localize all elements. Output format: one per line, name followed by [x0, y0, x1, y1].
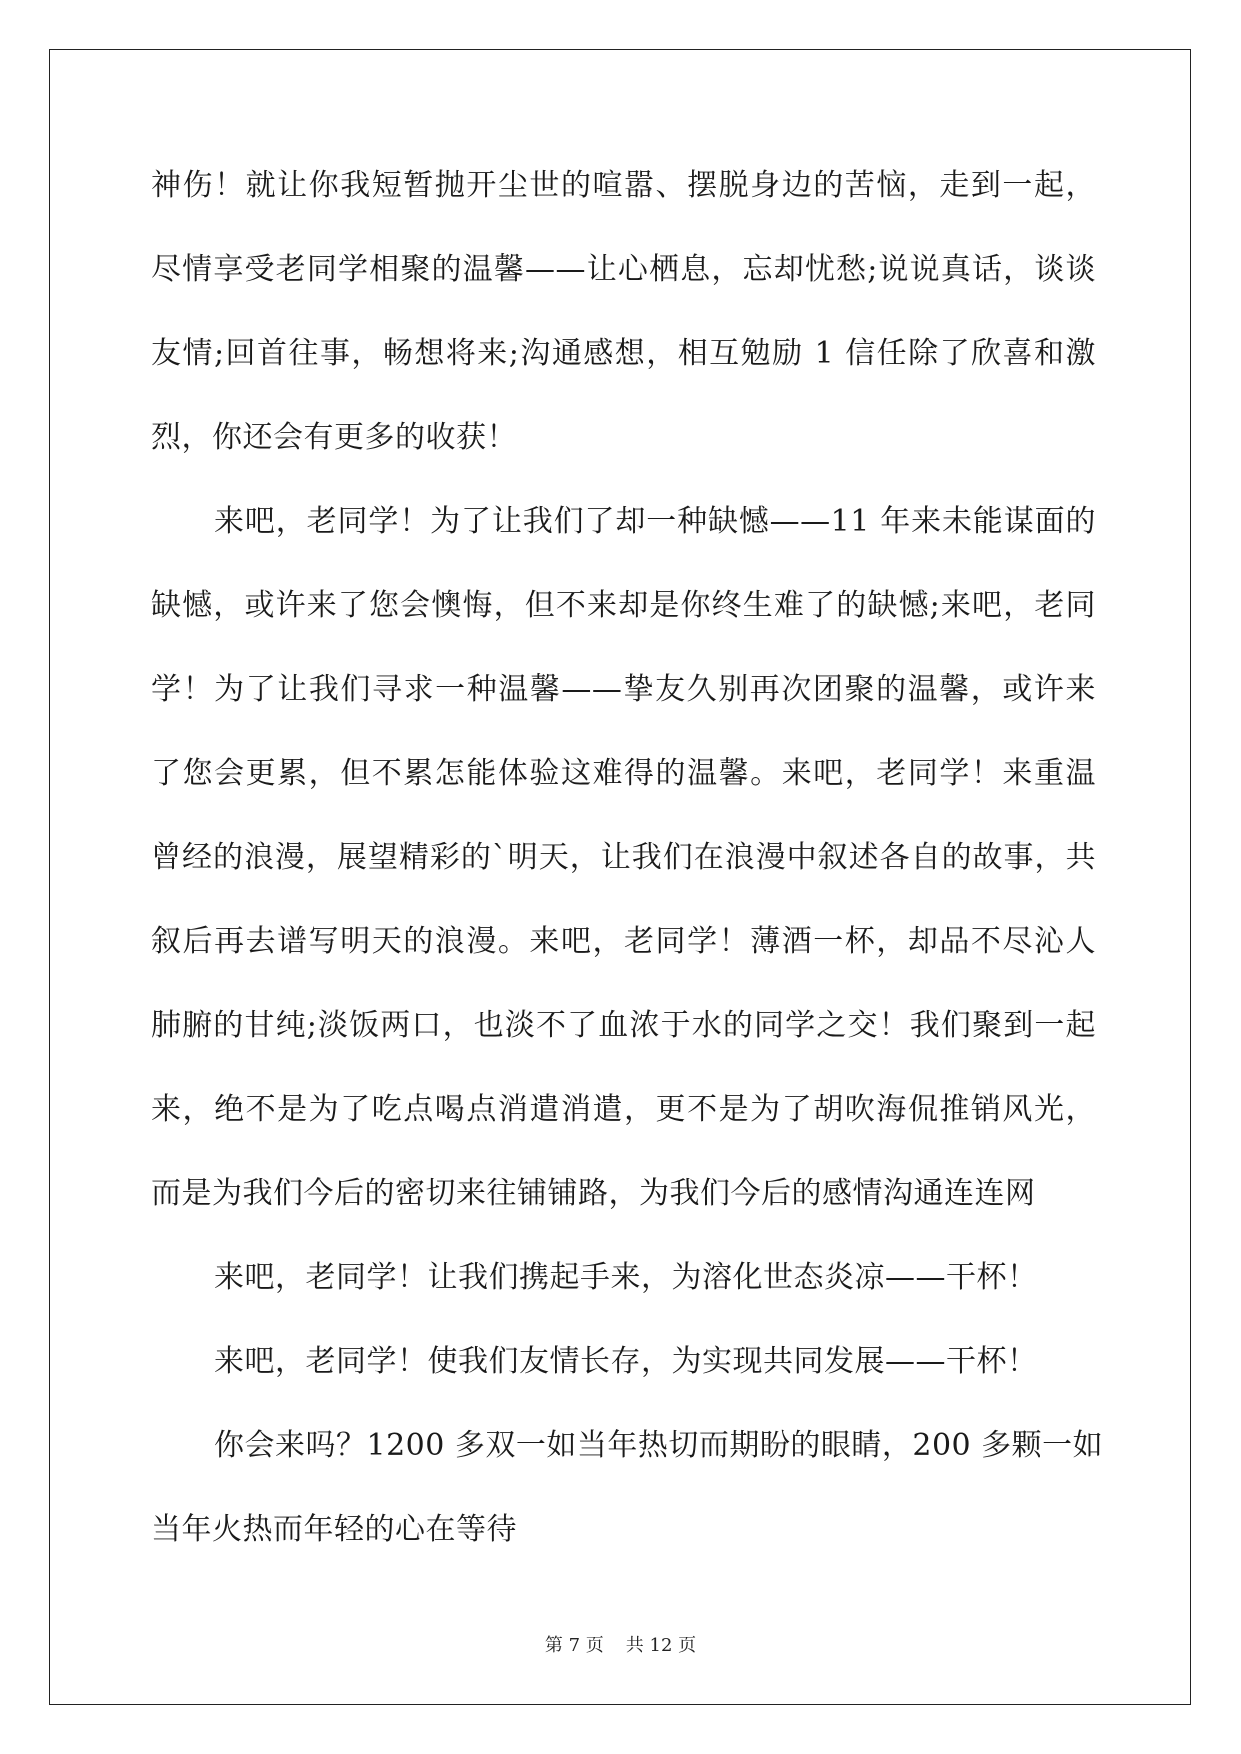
text-line-2: 尽情享受老同学相聚的温馨——让心栖息，忘却忧愁;说说真话，谈谈 — [151, 252, 1096, 287]
text-line-14: 来吧，老同学！让我们携起手来，为溶化世态炎凉——干杯！ — [214, 1260, 1038, 1295]
page-number-total: 共 12 页 — [625, 1635, 697, 1656]
text-line-9: 曾经的浪漫，展望精彩的`明天，让我们在浪漫中叙述各自的故事，共 — [151, 840, 1096, 875]
text-line-17: 当年火热而年轻的心在等待 — [151, 1512, 517, 1547]
text-line-4: 烈，你还会有更多的收获！ — [151, 420, 517, 455]
document-body — [151, 160, 1104, 1588]
text-line-10: 叙后再去谱写明天的浪漫。来吧，老同学！薄酒一杯，却品不尽沁人 — [151, 924, 1096, 959]
text-line-15: 来吧，老同学！使我们友情长存，为实现共同发展——干杯！ — [214, 1344, 1038, 1379]
text-line-16: 你会来吗？1200 多双一如当年热切而期盼的眼睛，200 多颗一如 — [214, 1428, 1104, 1463]
text-line-7: 学！为了让我们寻求一种温馨——挚友久别再次团聚的温馨，或许来 — [151, 672, 1096, 707]
text-line-8: 了您会更累，但不累怎能体验这难得的温馨。来吧，老同学！来重温 — [151, 756, 1096, 791]
text-line-5: 来吧，老同学！为了让我们了却一种缺憾——11 年来未能谋面的 — [214, 504, 1096, 539]
text-line-1: 神伤！就让你我短暂抛开尘世的喧嚣、摆脱身边的苦恼，走到一起， — [151, 168, 1096, 203]
text-line-13: 而是为我们今后的密切来往铺铺路，为我们今后的感情沟通连连网 — [151, 1176, 1036, 1211]
page-number-current: 第 7 页 — [544, 1635, 604, 1656]
page-footer — [0, 1634, 1241, 1658]
text-line-12: 来，绝不是为了吃点喝点消遣消遣，更不是为了胡吹海侃推销风光， — [151, 1092, 1096, 1127]
text-line-6: 缺憾，或许来了您会懊悔，但不来却是你终生难了的缺憾;来吧，老同 — [151, 588, 1096, 623]
text-line-11: 肺腑的甘纯;淡饭两口，也淡不了血浓于水的同学之交！我们聚到一起 — [151, 1008, 1096, 1043]
text-line-3: 友情;回首往事，畅想将来;沟通感想，相互勉励 1 信任除了欣喜和激 — [151, 336, 1096, 371]
